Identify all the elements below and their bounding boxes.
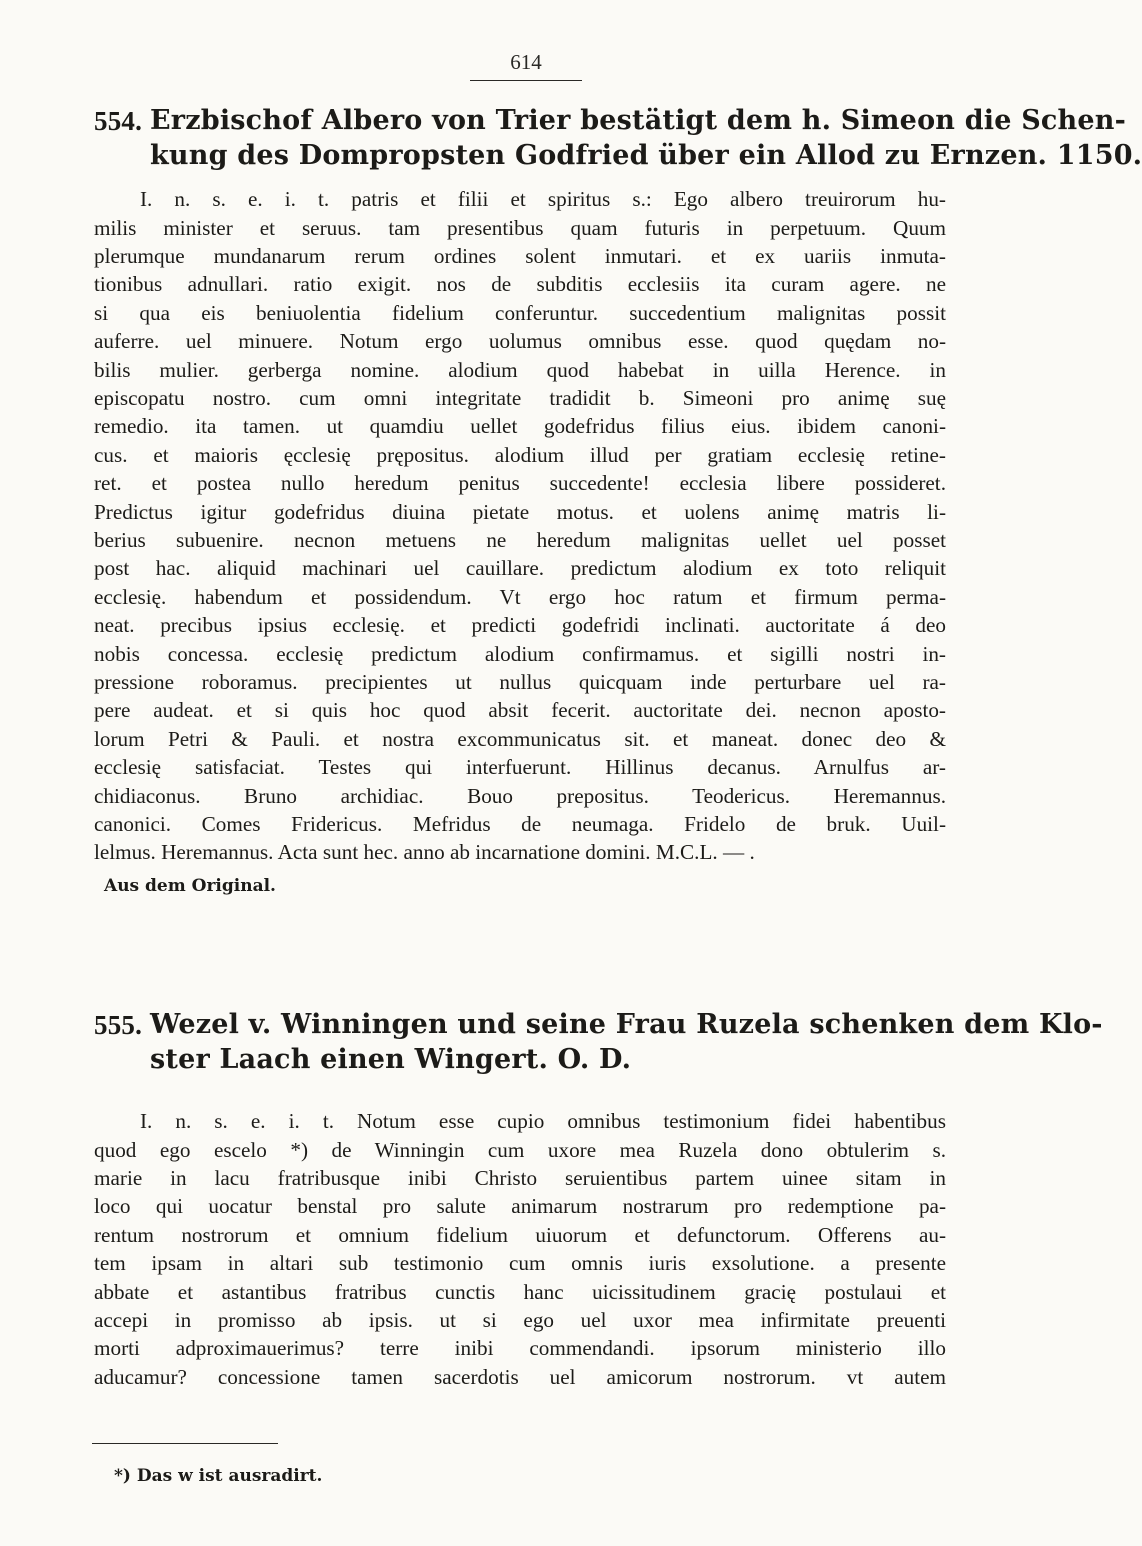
body-line: bilis mulier. gerberga nomine. alodium quod habebat in uilla Herence. in bbox=[94, 357, 946, 382]
body-line: auferre. uel minuere. Notum ergo uolumus omnibus esse. quod quędam no- bbox=[94, 329, 946, 354]
title-line: Wezel v. Winningen und seine Frau Ruzela schenken dem Klo- bbox=[150, 1009, 1103, 1040]
body-line: remedio. ita tamen. ut quamdiu uellet godefridus filius eius. ibidem canoni- bbox=[94, 414, 946, 439]
body-line: quod ego escelo *) de Winningin cum uxore mea Ruzela dono obtulerim s. bbox=[94, 1137, 946, 1162]
body-line: morti adproximauerimus? terre inibi commendandi. ipsorum ministerio illo bbox=[94, 1336, 946, 1361]
page-number-rule bbox=[470, 80, 582, 81]
body-line: accepi in promisso ab ipsis. ut si ego uel uxor mea infirmitate preuenti bbox=[94, 1307, 946, 1332]
title-line: Erzbischof Albero von Trier bestätigt dem h. Simeon die Schen- bbox=[150, 105, 1127, 136]
entry-number: 554. bbox=[94, 106, 143, 136]
body-line: plerumque mundanarum rerum ordines solent inmutari. et ex uariis inmuta- bbox=[94, 243, 946, 268]
body-line: canonici. Comes Fridericus. Mefridus de neumaga. Fridelo de bruk. Uuil- bbox=[94, 812, 946, 837]
body-line: ecclesię satisfaciat. Testes qui interfuerunt. Hillinus decanus. Arnulfus ar- bbox=[94, 755, 946, 780]
body-line: berius subuenire. necnon metuens ne heredum malignitas uellet uel posset bbox=[94, 527, 946, 552]
body-line: marie in lacu fratribusque inibi Christo seruientibus partem uinee sitam in bbox=[94, 1165, 946, 1190]
body-line: loco qui uocatur benstal pro salute animarum nostrarum pro redemptione pa- bbox=[94, 1194, 946, 1219]
body-line: aducamur? concessione tamen sacerdotis uel amicorum nostrorum. vt autem bbox=[94, 1364, 946, 1389]
body-line: episcopatu nostro. cum omni integritate tradidit b. Simeoni pro animę suę bbox=[94, 385, 946, 410]
entry-number: 555. bbox=[94, 1010, 143, 1040]
entry-title bbox=[150, 1008, 1103, 1077]
body-line: post hac. aliquid machinari uel cauillare. predictum alodium ex toto reliquit bbox=[94, 556, 946, 581]
source-note: Aus dem Original. bbox=[104, 875, 276, 896]
body-line: chidiaconus. Bruno archidiac. Bouo prepositus. Teodericus. Heremannus. bbox=[94, 783, 946, 808]
body-line: I. n. s. e. i. t. patris et filii et spiritus s.: Ego albero treuirorum hu- bbox=[140, 187, 946, 212]
body-line: nobis concessa. ecclesię predictum alodium confirmamus. et sigilli nostri in- bbox=[94, 641, 946, 666]
body-line: abbate et astantibus fratribus cunctis hanc uicissitudinem gracię postulaui et bbox=[94, 1279, 946, 1304]
entry-body bbox=[94, 1107, 946, 1391]
entry-555 bbox=[94, 1008, 1103, 1391]
body-line: I. n. s. e. i. t. Notum esse cupio omnibus testimonium fidei habentibus bbox=[140, 1109, 946, 1134]
entry-heading bbox=[94, 104, 1142, 173]
entry-body bbox=[94, 185, 946, 867]
body-line: si qua eis beniuolentia fidelium conferuntur. succedentium malignitas possit bbox=[94, 300, 946, 325]
page-number: 614 bbox=[510, 50, 542, 74]
footnote-rule bbox=[92, 1443, 278, 1444]
body-line: ret. et postea nullo heredum penitus succedente! ecclesia libere possideret. bbox=[94, 471, 946, 496]
entry-heading bbox=[94, 1008, 1103, 1077]
body-line: pressione roboramus. precipientes ut nullus quicquam inde perturbare uel ra- bbox=[94, 670, 946, 694]
body-line: tem ipsam in altari sub testimonio cum omnis iuris exsolutione. a presente bbox=[94, 1251, 946, 1276]
body-line: milis minister et seruus. tam presentibus quam futuris in perpetuum. Quum bbox=[94, 215, 946, 240]
title-line: kung des Dompropsten Godfried über ein Allod zu Ernzen. 1150. bbox=[150, 139, 1142, 171]
body-line: neat. precibus ipsius ecclesię. et predicti godefridi inclinati. auctoritate á deo bbox=[94, 613, 946, 638]
entry-title bbox=[150, 104, 1142, 173]
body-line: lorum Petri & Pauli. et nostra excommunicatus sit. et maneat. donec deo & bbox=[94, 726, 946, 751]
body-line: cus. et maioris ęcclesię prępositus. alodium illud per gratiam ecclesię retine- bbox=[94, 442, 946, 467]
body-line: ecclesię. habendum et possidendum. Vt ergo hoc ratum et firmum perma- bbox=[94, 584, 946, 609]
body-line: rentum nostrorum et omnium fidelium uiuorum et defunctorum. Offerens au- bbox=[94, 1222, 946, 1247]
body-line: Predictus igitur godefridus diuina pietate motus. et uolens animę matris li- bbox=[94, 499, 946, 524]
body-line: tionibus adnullari. ratio exigit. nos de subditis ecclesiis ita curam agere. ne bbox=[94, 272, 946, 297]
entry-554 bbox=[94, 104, 1142, 896]
body-line: pere audeat. et si quis hoc quod absit fecerit. auctoritate dei. necnon aposto- bbox=[94, 698, 946, 723]
footnote: *) Das w ist ausradirt. bbox=[114, 1466, 323, 1486]
body-line: lelmus. Heremannus. Acta sunt hec. anno ab incarnatione domini. M.C.L. — . bbox=[94, 840, 755, 865]
title-line: ster Laach einen Wingert. O. D. bbox=[150, 1043, 632, 1075]
